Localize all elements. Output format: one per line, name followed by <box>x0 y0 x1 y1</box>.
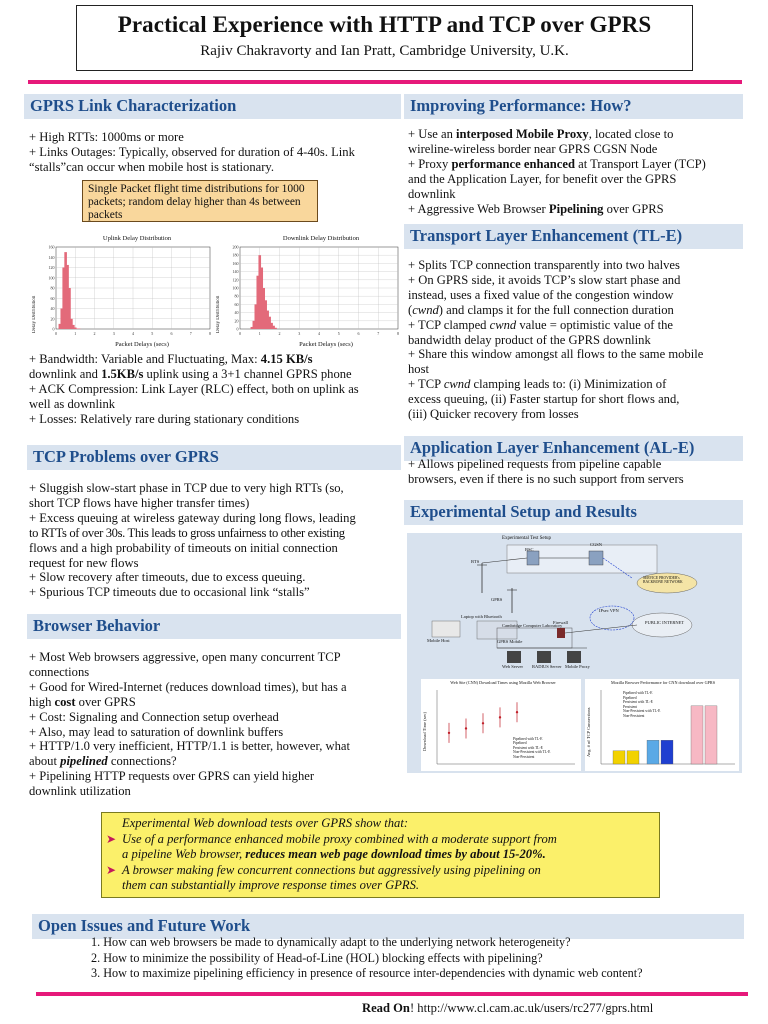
gprs-label: GPRS <box>491 597 503 602</box>
text-line: connections <box>29 664 90 679</box>
download-chart-ylabel: Download Time (sec) <box>422 712 427 751</box>
section-heading-transport: Transport Layer Enhancement (TL-E) <box>404 224 743 249</box>
downlink-xlabel: Packet Delays (secs) <box>299 341 353 348</box>
text-line: wireline-wireless border near GPRS CGSN Node <box>408 141 658 156</box>
service-label: SERVICE PROVIDER's BACKBONE NETWORK <box>643 576 683 584</box>
cwnd-line-2 <box>408 318 744 333</box>
text-line: request for new flows <box>29 555 139 570</box>
text-span: + Aggressive Web Browser <box>408 201 549 216</box>
text-span: over GPRS <box>603 201 664 216</box>
lab-label: Cambridge Computer Laboratory <box>502 623 563 628</box>
x-tick-label: 7 <box>189 331 192 336</box>
text-line: + Pipelining HTTP requests over GPRS can yield higher <box>29 769 315 784</box>
conclusion-line: Experimental Web download tests over GPRS show that: <box>122 816 409 830</box>
legend-item: Non-Persistent <box>513 754 535 759</box>
y-tick-label: 120 <box>48 265 55 270</box>
cwnd-line-1 <box>408 303 744 318</box>
cost-emphasis: cost <box>54 694 76 709</box>
top-rule <box>28 80 742 84</box>
x-tick-label: 1 <box>258 331 261 336</box>
x-tick-label: 0 <box>55 331 57 336</box>
uplink-plot <box>32 235 214 352</box>
text-line: + Losses: Relatively rare during stationary conditions <box>29 411 300 426</box>
text-line: excess queuing, (ii) Faster startup for short flows and, <box>408 392 680 407</box>
cost-line <box>29 695 404 710</box>
data-point <box>448 732 450 734</box>
y-tick-label: 140 <box>48 254 55 260</box>
x-tick-label: 8 <box>209 331 211 336</box>
text-line: short TCP flows have higher transfer times) <box>29 495 250 510</box>
text-line: + On GPRS side, it avoids TCP’s slow start phase and <box>408 272 681 287</box>
text-line: to RTTs of over 30s. This leads to gross unfairness to other existing <box>29 525 345 540</box>
conclusion-bullet-2 <box>106 862 651 879</box>
vpn-label: IPsec VPN <box>599 608 619 613</box>
arrow-icon: ➤ <box>106 831 117 846</box>
text-line: and the Application Layer, for benefit over the GPRS <box>408 171 677 186</box>
pipelined-emphasis: pipelined <box>60 754 108 769</box>
tcp-chart-ylabel: Avg. # of TCP Connections <box>586 707 591 757</box>
text-line: browsers, even if there is no such support from servers <box>408 471 684 486</box>
web-server-label: Web Server <box>502 664 524 669</box>
footer-url[interactable]: ! http://www.cl.cam.ac.uk/users/rc277/gprs.html <box>409 1001 654 1015</box>
y-tick-label: 100 <box>48 275 55 281</box>
y-tick-label: 60 <box>234 301 239 307</box>
mobile-proxy-label: Mobile Proxy <box>565 664 590 669</box>
x-tick-label: 6 <box>357 331 360 336</box>
text-span: ) and clamps it for the full connection duration <box>438 302 674 317</box>
conclusion-box <box>101 812 660 898</box>
tcp-connections-chart <box>585 679 739 771</box>
title-box <box>76 5 693 71</box>
mobile-proxy-emphasis: interposed Mobile Proxy <box>456 127 589 141</box>
data-point <box>465 727 467 729</box>
text-line: bandwidth delay product of the GPRS downlink <box>408 332 651 347</box>
text-line: downlink <box>408 186 456 201</box>
connection-bar <box>627 751 639 764</box>
text-span: + TCP clamped <box>408 317 490 332</box>
bandwidth-downlink-value: 4.15 KB/s <box>260 352 313 366</box>
text-span: a pipeline Web browser, <box>122 847 246 862</box>
y-tick-label: 160 <box>48 244 55 250</box>
data-point <box>482 722 484 724</box>
text-line: + Cost: Signaling and Connection setup overhead <box>29 709 279 724</box>
text-line: + Spurious TCP timeouts due to occasional link “stalls” <box>29 585 310 600</box>
text-line: + HTTP/1.0 very inefficient, HTTP/1.1 is better, however, what <box>29 739 350 754</box>
bandwidth-uplink-value: 1.5KB/s <box>101 366 144 381</box>
legend-item: Pipelined with TL-E <box>623 691 653 695</box>
text-span: over GPRS <box>75 694 136 709</box>
connection-bar <box>705 706 717 764</box>
conclusion-line-3 <box>122 847 651 863</box>
text-line: “stalls”can occur when mobile host is stationary. <box>29 159 275 174</box>
y-tick-label: 40 <box>50 306 55 311</box>
text-span: about <box>29 754 61 769</box>
uplink-chart-svg <box>42 243 214 339</box>
text-line: well as downlink <box>29 396 116 411</box>
x-tick-label: 4 <box>132 331 134 336</box>
text-span: high <box>29 694 55 709</box>
tcp-chart-title: Mozilla Browser Performance for CNN download over GPRS <box>610 680 716 685</box>
y-tick-label: 100 <box>232 285 239 291</box>
y-tick-label: 40 <box>234 310 239 316</box>
section-heading-experimental: Experimental Setup and Results <box>404 500 743 525</box>
text-line: (iii) Quicker recovery from losses <box>408 407 579 422</box>
y-tick-label: 140 <box>232 269 239 275</box>
bts-label: BTS <box>471 559 480 564</box>
poster-title: Practical Experience with HTTP and TCP over GPRS <box>117 12 652 37</box>
text-span: value = optimistic value of the <box>516 317 673 332</box>
text-line: + Links Outages: Typically, observed for duration of 4-40s. Link <box>29 144 355 159</box>
performance-enhanced-emphasis: performance enhanced <box>451 156 575 171</box>
section-heading-open-issues: Open Issues and Future Work <box>32 914 744 939</box>
gprs-link-text <box>29 130 404 175</box>
x-tick-label: 5 <box>151 331 154 336</box>
y-tick-label: 80 <box>234 293 239 299</box>
y-tick-label: 20 <box>50 316 55 322</box>
cwnd-term: cwnd <box>489 317 517 332</box>
connection-bar <box>647 740 659 764</box>
application-text <box>408 457 744 487</box>
text-span: uplink using a 3+1 channel GPRS phone <box>143 366 352 381</box>
improving-line-3 <box>408 157 744 172</box>
text-line: + Splits TCP connection transparently into two halves <box>408 258 680 272</box>
text-line: + Slow recovery after timeouts, due to excess queuing. <box>29 570 306 585</box>
x-tick-label: 1 <box>74 331 77 336</box>
firewall-label: Firewall <box>553 620 568 625</box>
text-span: downlink and <box>29 366 102 381</box>
experimental-figure <box>407 533 742 773</box>
open-issues-list <box>91 935 761 982</box>
legend-item: Pipelined with TL-E <box>513 737 543 741</box>
y-tick-label: 200 <box>232 244 239 250</box>
downlink-plot-title: Downlink Delay Distribution <box>282 235 360 242</box>
y-tick-label: 80 <box>50 285 55 291</box>
text-line: + Sluggish slow-start phase in TCP due to very high RTTs (so, <box>29 481 344 495</box>
bt-label: Laptop with Bluetooth <box>461 614 502 619</box>
y-tick-label: 160 <box>232 260 239 266</box>
text-line: + Good for Wired-Internet (reduces download times), but has a <box>29 679 347 694</box>
section-heading-application: Application Layer Enhancement (AL-E) <box>404 436 743 461</box>
uplink-xlabel: Packet Delays (secs) <box>115 341 169 348</box>
text-span: ( <box>408 302 413 317</box>
conclusion-line: them can substantially improve response times over GPRS. <box>122 878 420 893</box>
transport-text <box>408 258 744 422</box>
x-tick-label: 2 <box>278 331 281 336</box>
poster-authors: Rajiv Chakravorty and Ian Pratt, Cambridge University, U.K. <box>200 43 569 59</box>
downlink-ylabel: Delay Distribution <box>216 295 221 333</box>
download-chart-title: Web Site (CNN) Download Times using Mozilla Web Browser <box>450 680 556 685</box>
legend-item: Pipelined <box>623 695 637 700</box>
bsc-label: BSC <box>525 547 534 552</box>
text-line: + High RTTs: 1000ms or more <box>29 130 184 144</box>
text-line: + Share this window amongst all flows to the same mobile <box>408 347 704 362</box>
x-tick-label: 3 <box>298 331 301 336</box>
x-tick-label: 6 <box>170 331 173 336</box>
download-chart-points <box>448 702 518 743</box>
testbed-title: Experimental Test Setup <box>502 536 551 541</box>
y-tick-label: 180 <box>232 252 239 258</box>
uplink-ylabel: Delay Distribution <box>32 295 37 333</box>
text-line: + ACK Compression: Link Layer (RLC) effect, both on uplink as <box>29 381 359 396</box>
text-span: + Use an <box>408 127 457 141</box>
section-heading-improving: Improving Performance: How? <box>404 94 743 119</box>
text-line: + Allows pipelined requests from pipeline capable <box>408 457 662 471</box>
connection-bar <box>661 740 673 764</box>
section-heading-browser: Browser Behavior <box>27 614 401 639</box>
legend-item: Non-Persistent <box>623 713 645 718</box>
conclusion-line: Use of a performance enhanced mobile proxy combined with a moderate support from <box>122 831 557 846</box>
text-line: + Also, may lead to saturation of downlink buffers <box>29 724 284 739</box>
histogram-bar <box>274 328 277 329</box>
section-heading-gprs-link: GPRS Link Characterization <box>24 94 401 119</box>
list-item: 2. How to minimize the possibility of Head-of-Line (HOL) blocking effects with pipelining? <box>91 950 543 965</box>
browser-text <box>29 650 404 799</box>
text-line: + Most Web browsers aggressive, open many concurrent TCP <box>29 650 341 664</box>
text-span: + Bandwidth: Variable and Fluctuating, Max: <box>29 352 261 366</box>
cgsn-label: CGSN <box>590 542 603 547</box>
improving-text <box>408 127 744 216</box>
text-line: flows and a high probability of timeouts on initial connection <box>29 540 338 555</box>
histogram-bar <box>78 328 81 329</box>
x-tick-label: 4 <box>318 331 320 336</box>
bandwidth-text <box>29 352 404 427</box>
conclusion-line: A browser making few concurrent connections but aggressively using pipelining on <box>122 862 541 877</box>
legend-item: Non-Persistent with TL-E <box>513 750 551 755</box>
pipelining-emphasis: Pipelining <box>548 201 604 216</box>
download-chart-legend <box>513 737 575 759</box>
improving-line-1 <box>408 127 744 142</box>
download-times-chart <box>421 679 581 771</box>
tcp-problems-text <box>29 481 404 600</box>
footer <box>362 1001 653 1016</box>
y-tick-label: 120 <box>232 277 239 283</box>
text-span: connections? <box>107 754 177 769</box>
bottom-rule <box>36 992 748 996</box>
cwnd-term: cwnd <box>443 377 471 392</box>
downlink-plot <box>216 235 402 352</box>
cwnd-line-3 <box>408 377 744 392</box>
uplink-plot-title: Uplink Delay Distribution <box>102 235 172 242</box>
list-item: 1. How can web browsers be made to dynamically adapt to the underlying network heterogeneity? <box>91 935 571 949</box>
x-tick-label: 0 <box>239 331 241 336</box>
text-span: + TCP <box>408 377 444 392</box>
bandwidth-line <box>29 352 404 367</box>
text-line: downlink utilization <box>29 784 131 799</box>
downlink-chart-svg <box>226 243 402 339</box>
text-span: + Proxy <box>408 156 452 171</box>
bandwidth-line-2 <box>29 367 404 382</box>
legend-item: Persistent with TL-E <box>623 700 653 705</box>
data-point <box>516 711 518 713</box>
pipelined-line <box>29 754 404 769</box>
arrow-icon: ➤ <box>106 862 117 877</box>
text-line: instead, uses a fixed value of the congestion window <box>408 287 674 302</box>
y-tick-label: 20 <box>234 318 239 324</box>
text-line: host <box>408 362 429 377</box>
read-on-label: Read On <box>362 1001 410 1015</box>
conclusion-bullet-1 <box>106 831 651 848</box>
text-span: at Transport Layer (TCP) <box>574 156 706 171</box>
mobile-label: Mobile Host <box>427 638 450 643</box>
list-item: 3. How to maximize pipelining efficiency in presence of resource inter-dependencies with dynamic web content? <box>91 966 643 980</box>
x-tick-label: 8 <box>397 331 399 336</box>
x-tick-label: 5 <box>337 331 340 336</box>
x-tick-label: 7 <box>377 331 380 336</box>
note-box: Single Packet flight time distributions for 1000 packets; random delay higher than 4s between packets <box>82 180 318 222</box>
y-tick-label: 0 <box>236 326 239 332</box>
text-span: clamping leads to: (i) Minimization of <box>470 377 667 392</box>
legend-item: Non-Persistent with TL-E <box>623 709 661 714</box>
text-span: , located close to <box>588 127 674 141</box>
gprs-mobile-label: GPRS Mobile <box>497 639 523 644</box>
uplink-axes <box>49 245 212 337</box>
legend-item: Persistent with TL-E <box>513 745 543 750</box>
y-tick-label: 60 <box>50 295 55 301</box>
cwnd-term: cwnd <box>412 302 439 317</box>
x-tick-label: 3 <box>112 331 115 336</box>
y-tick-label: 0 <box>52 326 55 332</box>
legend-item: Persistent <box>623 704 637 709</box>
conclusion-emphasis: reduces mean web page download times by about 15-20%. <box>245 847 546 862</box>
testbed-diagram <box>407 533 742 673</box>
data-point <box>499 716 501 718</box>
internet-label: PUBLIC INTERNET <box>645 620 685 625</box>
connection-bar <box>613 751 625 764</box>
improving-line-6 <box>408 202 744 217</box>
tcp-chart-legend <box>623 691 693 719</box>
text-line: + Excess queuing at wireless gateway during long flows, leading <box>29 510 356 525</box>
radius-label: RADIUS Server <box>532 664 562 669</box>
legend-item: Pipelined <box>513 741 527 746</box>
x-tick-label: 2 <box>93 331 96 336</box>
section-heading-tcp-problems: TCP Problems over GPRS <box>27 445 401 470</box>
